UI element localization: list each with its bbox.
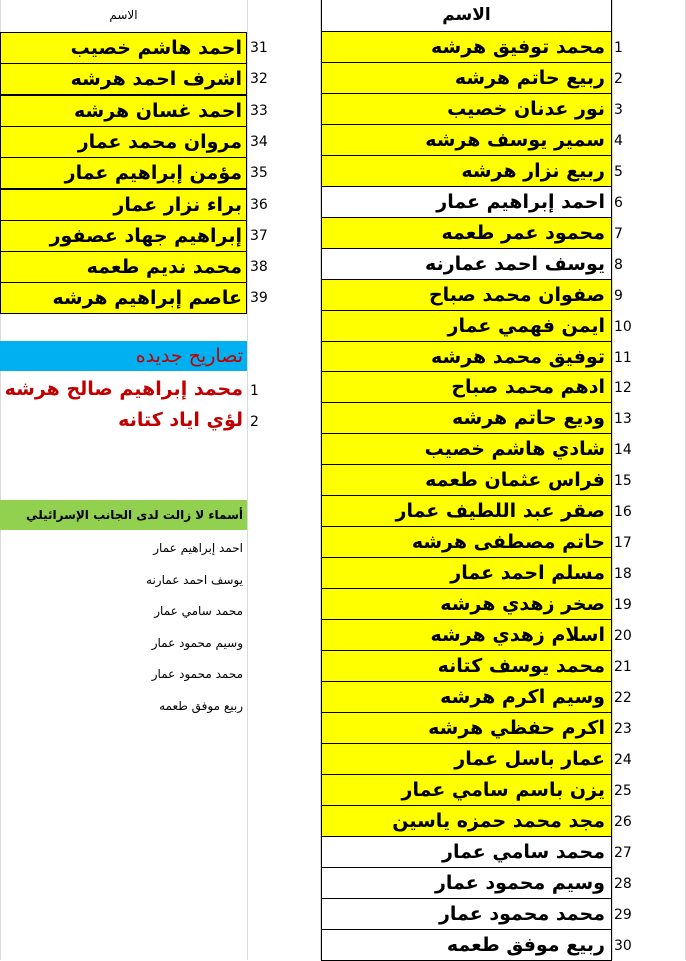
left-row-number: 31: [250, 40, 268, 56]
left-name-cell: عاصم إبراهيم هرشه: [0, 282, 247, 314]
right-name-cell: محمود عمر طعمه: [321, 217, 612, 249]
right-row-number: 30: [614, 937, 632, 954]
right-row-number: 20: [614, 628, 632, 645]
left-row-number: 35: [250, 165, 268, 182]
right-name-cell: ايمن فهمي عمار: [321, 310, 612, 342]
right-row-number: 27: [614, 844, 632, 861]
israeli-side-name: يوسف احمد عمارنه: [146, 572, 243, 587]
israeli-side-name: محمد محمود عمار: [151, 667, 243, 681]
right-name-cell: ربيع حاتم هرشه: [321, 62, 612, 94]
right-row-number: 1: [614, 40, 623, 56]
left-row-number: 39: [250, 290, 268, 307]
right-name-cell: محمد سامي عمار: [321, 836, 612, 868]
right-row-number: 11: [614, 349, 632, 366]
right-row-number: 17: [614, 535, 632, 552]
right-name-cell: محمد توفيق هرشه: [321, 31, 612, 63]
right-name-cell: اكرم حفظي هرشه: [321, 712, 612, 744]
right-name-cell: مجد محمد حمزه ياسين: [321, 805, 612, 837]
right-row-number: 18: [614, 566, 632, 583]
right-name-cell: صخر زهدي هرشه: [321, 588, 612, 620]
left-row-number: 38: [250, 259, 268, 276]
right-name-cell: وديع حاتم هرشه: [321, 402, 612, 434]
israeli-side-name: وسيم محمود عمار: [151, 635, 243, 650]
right-name-cell: محمد يوسف كتانه: [321, 650, 612, 682]
right-name-cell: يزن باسم سامي عمار: [321, 774, 612, 806]
right-row-number: 2: [614, 70, 623, 87]
left-row-number: 33: [250, 102, 268, 119]
right-row-number: 9: [614, 287, 623, 304]
gridline: [247, 0, 248, 960]
right-name-cell: ربيع موفق طعمه: [321, 929, 612, 961]
right-name-cell: سمير يوسف هرشه: [321, 124, 612, 156]
right-row-number: 12: [614, 380, 632, 397]
right-row-number: 14: [614, 442, 632, 459]
left-row-number: 32: [250, 71, 268, 88]
right-row-number: 5: [614, 163, 623, 180]
right-name-cell: مسلم احمد عمار: [321, 557, 612, 589]
right-row-number: 15: [614, 473, 632, 490]
right-row-number: 8: [614, 256, 623, 273]
right-row-number: 19: [614, 597, 632, 614]
gridline: [612, 0, 613, 960]
right-row-number: 28: [614, 875, 632, 892]
left-name-cell: مؤمن إبراهيم عمار: [0, 157, 247, 189]
new-permits-title: تصاريح جديده: [0, 341, 247, 371]
right-row-number: 6: [614, 194, 623, 211]
right-name-cell: صفوان محمد صباح: [321, 279, 612, 311]
right-row-number: 22: [614, 689, 632, 706]
right-row-number: 4: [614, 132, 623, 149]
right-row-number: 29: [614, 906, 632, 923]
left-name-cell: مروان محمد عمار: [0, 126, 247, 158]
right-name-cell: يوسف احمد عمارنه: [321, 248, 612, 280]
right-name-cell: فراس عثمان طعمه: [321, 464, 612, 496]
left-name-cell: محمد نديم طعمه: [0, 251, 247, 283]
left-name-cell: إبراهيم جهاد عصفور: [0, 220, 247, 252]
left-name-cell: احمد هاشم خصيب: [0, 32, 247, 64]
right-name-cell: محمد محمود عمار: [321, 898, 612, 930]
israeli-side-title: أسماء لا زالت لدى الجانب الإسرائيلي: [0, 500, 247, 530]
right-row-number: 24: [614, 751, 632, 768]
right-row-number: 23: [614, 720, 632, 737]
israeli-side-name: احمد إبراهيم عمار: [153, 541, 243, 555]
new-permit-number: 1: [250, 383, 259, 399]
right-name-cell: ادهم محمد صباح: [321, 371, 612, 403]
left-row-number: 37: [250, 227, 268, 244]
right-name-cell: نور عدنان خصيب: [321, 93, 612, 125]
right-name-cell: حاتم مصطفى هرشه: [321, 526, 612, 558]
right-row-number: 7: [614, 225, 623, 242]
left-name-cell: براء نزار عمار: [0, 189, 247, 221]
right-name-cell: صقر عبد اللطيف عمار: [321, 495, 612, 527]
right-name-cell: شادي هاشم خصيب: [321, 433, 612, 465]
right-name-cell: احمد إبراهيم عمار: [321, 186, 612, 218]
right-name-cell: توفيق محمد هرشه: [321, 341, 612, 373]
right-row-number: 3: [614, 101, 623, 118]
new-permit-name: محمد إبراهيم صالح هرشه: [4, 378, 243, 400]
left-name-cell: احمد غسان هرشه: [0, 95, 247, 127]
right-row-number: 16: [614, 504, 632, 521]
right-name-cell: وسيم محمود عمار: [321, 867, 612, 899]
israeli-side-name: ربيع موفق طعمه: [159, 698, 243, 713]
right-name-cell: ربيع نزار هرشه: [321, 155, 612, 187]
right-name-cell: وسيم اكرم هرشه: [321, 681, 612, 713]
new-permit-name: لؤي اياد كتانه: [118, 409, 243, 431]
new-permit-number: 2: [250, 414, 259, 430]
right-row-number: 13: [614, 411, 632, 428]
right-name-cell: اسلام زهدي هرشه: [321, 619, 612, 651]
israeli-side-name: محمد سامي عمار: [154, 604, 243, 618]
right-name-cell: عمار باسل عمار: [321, 743, 612, 775]
right-row-number: 25: [614, 782, 632, 799]
left-row-number: 36: [250, 196, 268, 213]
right-column-header: الاسم: [321, 0, 612, 32]
right-row-number: 10: [614, 318, 632, 335]
right-row-number: 21: [614, 659, 632, 675]
left-row-number: 34: [250, 133, 268, 150]
left-name-cell: اشرف احمد هرشه: [0, 63, 247, 95]
right-row-number: 26: [614, 813, 632, 830]
left-column-header: الاسم: [109, 8, 138, 22]
